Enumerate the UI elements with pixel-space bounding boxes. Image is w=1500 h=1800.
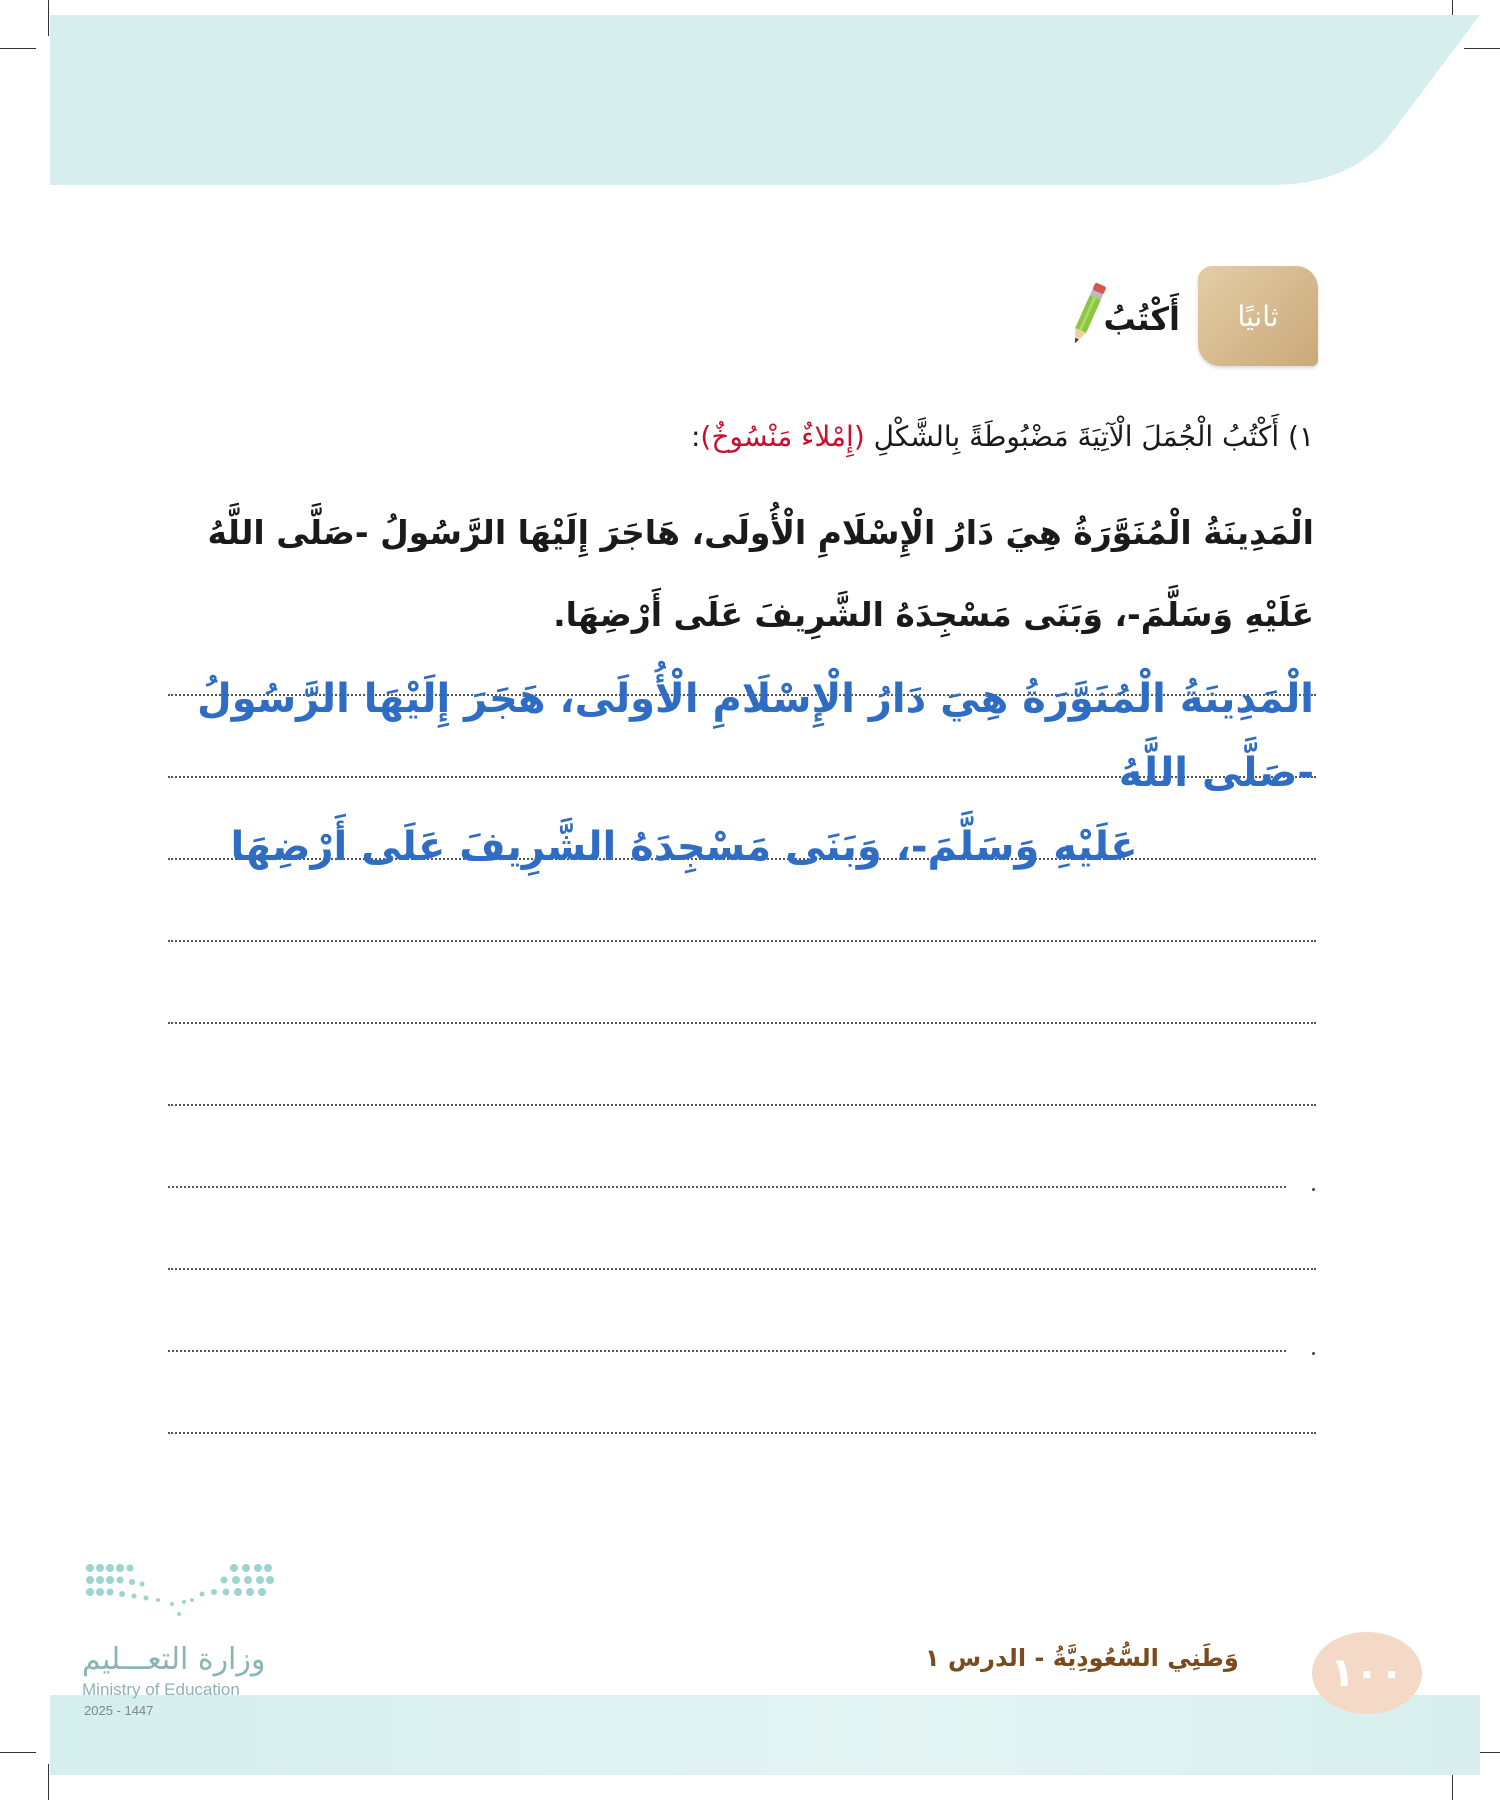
crop-mark: [0, 1752, 36, 1753]
pencil-icon: [1068, 278, 1108, 350]
lesson-title: وَطَنِي السُّعُودِيَّةُ - الدرس ١: [925, 1644, 1239, 1672]
question-text: أَكْتُبُ الْجُمَلَ الْآتِيَةَ مَضْبُوطَةً بِالشَّكْلِ: [873, 420, 1280, 453]
answer-line-1: الْمَدِينَةُ الْمُنَوَّرَةُ هِيَ دَارُ الْإِسْلَامِ الْأُولَى، هَجَرَ إِلَيْهَا الرَّسُولُ -صَلَّى اللَّهُ: [197, 676, 1314, 796]
ministry-name-arabic: وزارة التعـــليم: [82, 1642, 266, 1677]
writing-line: [168, 1432, 1316, 1434]
crop-mark: [0, 48, 36, 49]
writing-line: [168, 1022, 1316, 1024]
section-title: أَكْتُبُ: [1103, 300, 1180, 338]
header-band: [50, 15, 1480, 185]
page-number-badge: [1312, 1632, 1422, 1714]
section-badge-label: ثانيًا: [1237, 299, 1279, 333]
ministry-name-english: Ministry of Education: [82, 1680, 240, 1699]
writing-line: [168, 940, 1316, 942]
page-number: ١٠٠: [1330, 1650, 1404, 1696]
question-note: (إِمْلاءٌ مَنْسُوخٌ): [700, 420, 865, 453]
writing-line: [168, 1268, 1316, 1270]
question-colon: :: [690, 420, 701, 453]
question-instruction: [691, 420, 1314, 453]
crop-mark: [48, 1764, 49, 1800]
dot-mark: [1312, 1352, 1315, 1355]
passage-text: الْمَدِينَةُ الْمُنَوَّرَةُ هِيَ دَارُ الْإِسْلَامِ الْأُولَى، هَاجَرَ إِلَيْهَا الرَّسُولُ -صَلَّى اللَّهُ عَلَيْهِ وَسَلَّمَ-، وَبَنَى مَسْجِدَهُ الشَّرِيفَ عَلَى أَرْضِهَا.: [207, 513, 1314, 634]
writing-line: [168, 1350, 1286, 1352]
answer-text[interactable]: [174, 662, 1314, 884]
dot-mark: [1312, 1188, 1315, 1191]
answer-line-2: عَلَيْهِ وَسَلَّمَ-، وَبَنَى مَسْجِدَهُ الشَّرِيفَ عَلَى أَرْضِهَا: [230, 824, 1138, 870]
writing-line: [168, 1186, 1286, 1188]
ministry-year: 2025 - 1447: [84, 1703, 154, 1718]
crop-mark: [48, 0, 49, 36]
ministry-logo-icon: [84, 1560, 274, 1625]
question-number: ١): [1288, 420, 1314, 453]
footer-band: [50, 1695, 1480, 1775]
writing-line: [168, 1104, 1316, 1106]
section-badge: [1198, 266, 1318, 366]
